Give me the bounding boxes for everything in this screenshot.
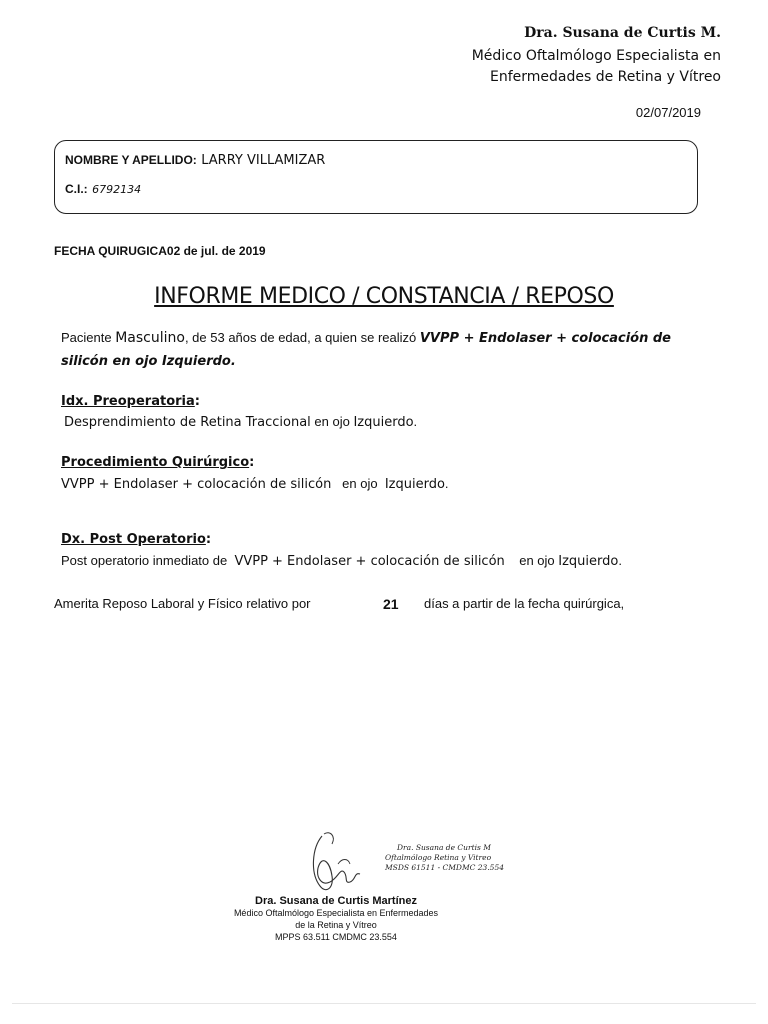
doctor-stamp (385, 843, 504, 873)
surgery-date-value: 02 de jul. de 2019 (166, 244, 266, 258)
patient-name-label: NOMBRE Y APELLIDO: (65, 153, 197, 167)
postop-text: VVPP + Endolaser + colocación de silicón (234, 554, 505, 569)
report-title: INFORME MEDICO / CONSTANCIA / REPOSO (154, 284, 614, 309)
intro-procedure: VVPP + Endolaser + colocación de silicón en ojo Izquierdo. (61, 331, 671, 369)
preop-heading (61, 392, 200, 410)
patient-ci-label: C.I.: (65, 182, 88, 196)
patient-ci-row (65, 180, 141, 198)
signature-block (200, 895, 472, 943)
postop-heading-text: Dx. Post Operatorio (61, 532, 206, 547)
signature-line-1: Médico Oftalmólogo Especialista en Enfermedades (233, 908, 439, 918)
procedure-line (61, 475, 449, 493)
postop-heading-colon: : (205, 532, 212, 547)
intro-part-1: Paciente (61, 330, 116, 345)
intro-paragraph (61, 327, 721, 373)
rest-tail: días a partir de la fecha quirúrgica, (424, 596, 625, 611)
postop-eye-prefix: en ojo (504, 553, 559, 568)
procedure-eye: Izquierdo (384, 477, 445, 492)
handwritten-signature (300, 828, 380, 898)
page-bottom-divider (12, 1003, 756, 1004)
procedure-eye-prefix: en ojo (331, 476, 385, 491)
signature-line-2: de la Retina y Vítreo (295, 920, 377, 930)
doctor-name: Dra. Susana de Curtis M. (524, 25, 721, 41)
surgery-date-label: FECHA QUIRUGICA (54, 244, 167, 258)
signature-line-3: MPPS 63.511 CMDMC 23.554 (275, 932, 397, 942)
procedure-text: VVPP + Endolaser + colocación de silicón (61, 477, 332, 492)
stamp-line-3: MSDS 61511 - CMDMC 23.554 (385, 863, 504, 872)
preop-eye-prefix: en ojo (310, 414, 354, 429)
postop-prefix: Post operatorio inmediato de (61, 553, 235, 568)
preop-heading-text: Idx. Preoperatoria (61, 394, 195, 409)
stamp-line-2: Oftalmólogo Retina y Vitreo (385, 853, 492, 862)
postop-end: . (618, 553, 622, 568)
postop-line (61, 552, 622, 570)
preop-diagnosis: Desprendimiento de Retina Traccional (64, 415, 311, 430)
preop-heading-colon: : (194, 394, 200, 409)
intro-part-2: , de 53 años de edad, a quien se realizó (184, 330, 420, 345)
patient-name-value: LARRY VILLAMIZAR (201, 153, 326, 168)
intro-sex: Masculino (115, 330, 185, 346)
preop-eye: Izquierdo (353, 415, 414, 430)
postop-heading (61, 530, 211, 548)
patient-info-box (54, 140, 698, 214)
specialty-line-1: Médico Oftalmólogo Especialista en (471, 48, 721, 64)
specialty-line-2: Enfermedades de Retina y Vítreo (490, 69, 721, 85)
procedure-heading-text: Procedimiento Quirúrgico (61, 455, 250, 470)
preop-end: . (413, 414, 418, 429)
postop-eye: Izquierdo (558, 554, 619, 569)
signature-name: Dra. Susana de Curtis Martínez (255, 895, 417, 907)
document-date: 02/07/2019 (635, 105, 701, 120)
rest-days: 21 (383, 596, 399, 612)
procedure-heading (61, 453, 254, 471)
patient-name-row (65, 151, 325, 169)
surgery-date (54, 244, 266, 258)
patient-ci-value: 6792134 (92, 183, 142, 196)
preop-line (64, 413, 417, 431)
procedure-heading-colon: : (249, 455, 255, 470)
rest-text: Amerita Reposo Laboral y Físico relativo por (54, 596, 311, 611)
procedure-end: . (444, 476, 449, 491)
stamp-line-1: Dra. Susana de Curtis M (397, 843, 491, 852)
